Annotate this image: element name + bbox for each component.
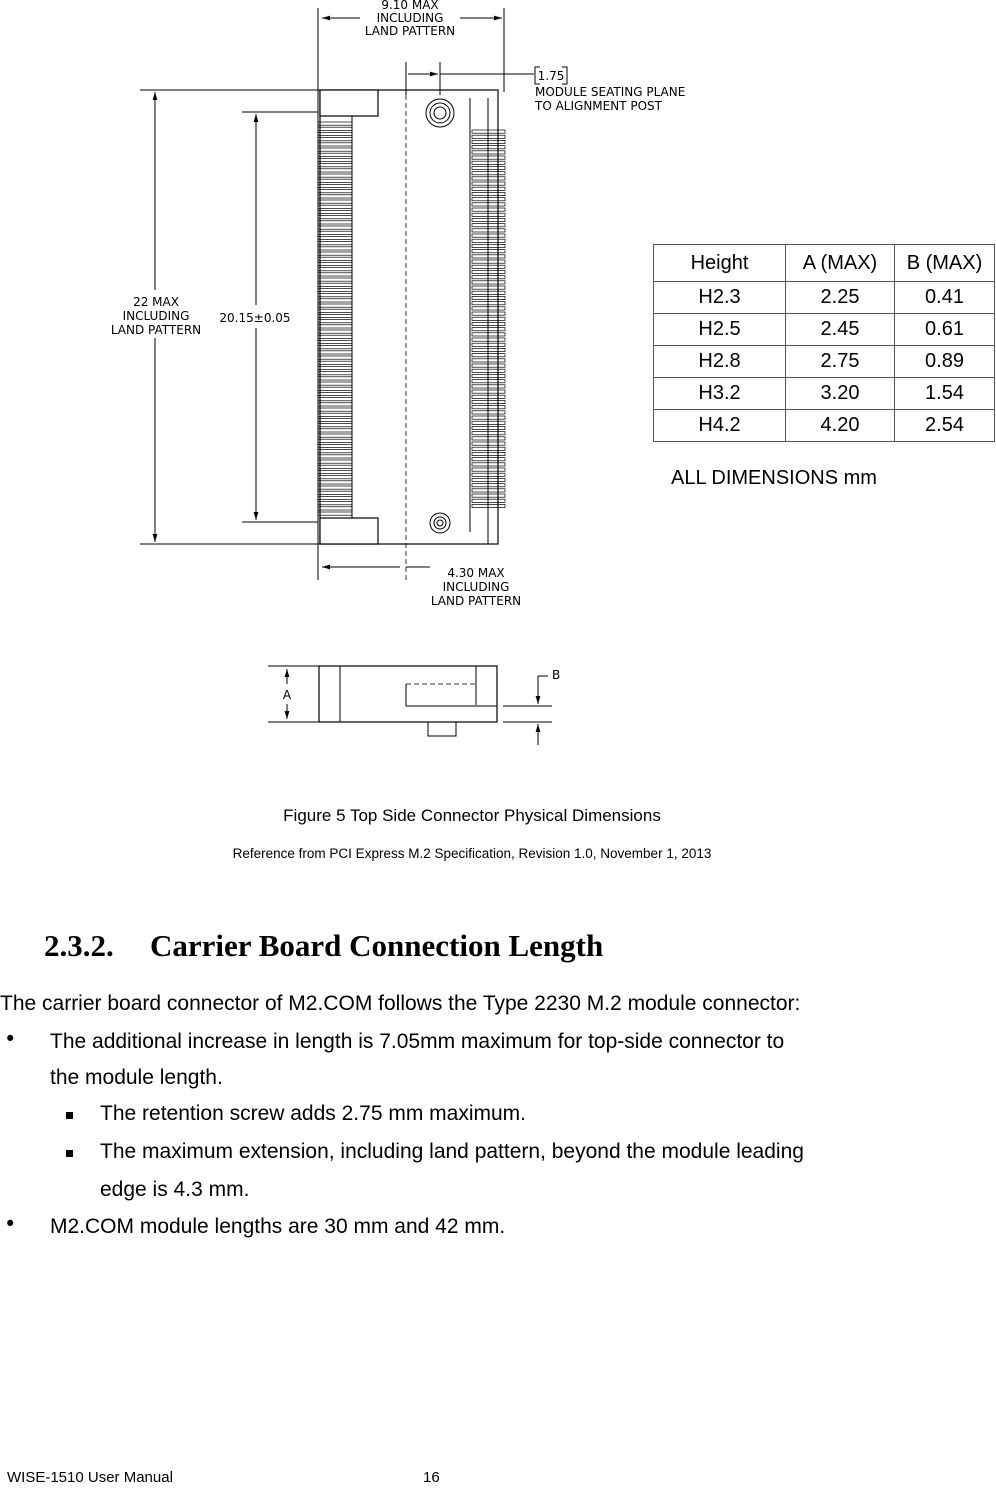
connector-pin (318, 252, 352, 255)
table-row (654, 314, 995, 346)
connector-pin (318, 429, 352, 432)
connector-pin (318, 418, 352, 421)
dim-bottom-sub1: INCLUDING (442, 580, 510, 594)
connector-pin (318, 210, 352, 213)
connector-pin (318, 195, 352, 198)
bullet-marker: • (4, 1027, 17, 1051)
table-cell: 2.25 (786, 282, 895, 314)
connector-pin (318, 465, 352, 468)
connector-pin (318, 507, 352, 510)
connector-pin (318, 278, 352, 281)
connector-pin (318, 127, 352, 130)
connector-pin (318, 491, 352, 494)
table-cell: 0.89 (895, 346, 995, 378)
connector-pin (318, 200, 352, 203)
bullet2: M2.COM module lengths are 30 mm and 42 mm. (50, 1215, 506, 1238)
dim-pitch: 20.15±0.05 (219, 311, 291, 325)
connector-pin (318, 304, 352, 307)
table-row (654, 346, 995, 378)
connector-pin (318, 444, 352, 447)
connector-pin (318, 143, 352, 146)
table-cell: H2.8 (654, 346, 786, 378)
dim-height-sub1: INCLUDING (122, 309, 190, 323)
connector-pin (318, 340, 352, 343)
connector-pin (318, 283, 352, 286)
dim-width-sub1: INCLUDING (376, 11, 444, 25)
connector-pin (318, 356, 352, 359)
connector-pin (318, 132, 352, 135)
connector-pin (318, 455, 352, 458)
connector-pin (318, 450, 352, 453)
connector-pin (318, 377, 352, 380)
connector-pin (318, 439, 352, 442)
connector-pin (318, 372, 352, 375)
dim-seat-value: 1.75 (537, 69, 565, 83)
table-cell: 3.20 (786, 378, 895, 410)
connector-pin (318, 392, 352, 395)
connector-pin (318, 486, 352, 489)
label-a: A (282, 688, 292, 702)
connector-pin (318, 481, 352, 484)
connector-pin (318, 257, 352, 260)
connector-pin (318, 325, 352, 328)
table-header-cell: Height (654, 245, 786, 282)
table-cell: 2.54 (895, 410, 995, 442)
connector-pin (318, 268, 352, 271)
table-header-row (654, 245, 995, 282)
connector-pin (318, 382, 352, 385)
square-bullet-icon (66, 1112, 73, 1119)
table-cell: 2.75 (786, 346, 895, 378)
connector-pin (318, 424, 352, 427)
connector-pin (318, 158, 352, 161)
connector-pin (318, 434, 352, 437)
section-number: 2.3.2. (44, 928, 114, 963)
bullet-marker: • (4, 1212, 17, 1236)
table-cell: H3.2 (654, 378, 786, 410)
table-row (654, 378, 995, 410)
sub-bullet2-line2: edge is 4.3 mm. (100, 1178, 250, 1201)
dim-width-sub2: LAND PATTERN (364, 24, 456, 38)
table-cell: 2.45 (786, 314, 895, 346)
dim-bottom-sub2: LAND PATTERN (430, 594, 522, 608)
connector-pin (318, 153, 352, 156)
connector-pin (318, 320, 352, 323)
connector-pin (318, 403, 352, 406)
connector-pin (318, 169, 352, 172)
units-note: ALL DIMENSIONS mm (671, 467, 877, 489)
figure-caption: Figure 5 Top Side Connector Physical Dimensions (283, 806, 661, 825)
dim-height-max: 22 MAX (133, 295, 179, 309)
connector-pin (318, 205, 352, 208)
connector-pin (318, 408, 352, 411)
label-b: B (552, 668, 561, 682)
connector-pin (318, 226, 352, 229)
connector-pin (318, 366, 352, 369)
connector-pin (318, 138, 352, 141)
dim-seat-line2: TO ALIGNMENT POST (535, 99, 662, 113)
connector-pin (318, 496, 352, 499)
connector-pin (318, 314, 352, 317)
connector-pins-left (318, 122, 352, 515)
connector-pin (318, 236, 352, 239)
connector-pin (318, 288, 352, 291)
connector-pin (318, 174, 352, 177)
connector-pin (318, 330, 352, 333)
connector-pin (318, 398, 352, 401)
connector-pin (318, 221, 352, 224)
connector-pin (318, 387, 352, 390)
connector-pin (318, 361, 352, 364)
sub-bullet2-line1: The maximum extension, including land pattern, beyond the module leading (100, 1140, 804, 1163)
connector-pin (318, 470, 352, 473)
connector-pin (318, 413, 352, 416)
connector-pin (318, 273, 352, 276)
bullet1-line2: the module length. (50, 1066, 223, 1089)
connector-pin (318, 512, 352, 515)
connector-pin (318, 460, 352, 463)
connector-pin (318, 346, 352, 349)
sub-bullet1: The retention screw adds 2.75 mm maximum. (100, 1102, 526, 1125)
connector-pin (318, 294, 352, 297)
dim-height-sub2: LAND PATTERN (110, 323, 202, 337)
table-cell: H2.3 (654, 282, 786, 314)
dim-seat-line1: MODULE SEATING PLANE (535, 85, 686, 99)
connector-pin (318, 335, 352, 338)
connector-pin (318, 164, 352, 167)
table-header-cell: B (MAX) (895, 245, 995, 282)
table-cell: 4.20 (786, 410, 895, 442)
connector-pin (318, 179, 352, 182)
connector-pin (318, 262, 352, 265)
connector-pin (318, 351, 352, 354)
connector-pin (318, 309, 352, 312)
connector-pin (318, 242, 352, 245)
dimension-table (653, 244, 995, 442)
section-title: Carrier Board Connection Length (150, 928, 604, 963)
dim-width-max: 9.10 MAX (381, 0, 439, 12)
table-cell: 0.41 (895, 282, 995, 314)
connector-pin (318, 216, 352, 219)
connector-pin (318, 190, 352, 193)
connector-pin (318, 476, 352, 479)
table-row (654, 410, 995, 442)
connector-pin (318, 502, 352, 505)
connector-pin (318, 247, 352, 250)
table-cell: 0.61 (895, 314, 995, 346)
table-cell: H2.5 (654, 314, 786, 346)
connector-pin (318, 122, 352, 125)
connector-pin (318, 299, 352, 302)
table-cell: H4.2 (654, 410, 786, 442)
dim-bottom-max: 4.30 MAX (447, 566, 505, 580)
connector-pin (318, 148, 352, 151)
table-header-cell: A (MAX) (786, 245, 895, 282)
connector-pin (318, 184, 352, 187)
table-row (654, 282, 995, 314)
section-intro: The carrier board connector of M2.COM follows the Type 2230 M.2 module connector: (0, 992, 801, 1015)
table-cell: 1.54 (895, 378, 995, 410)
square-bullet-icon (66, 1150, 73, 1157)
bullet1-line1: The additional increase in length is 7.05mm maximum for top-side connector to (50, 1030, 785, 1053)
section-heading (44, 928, 603, 964)
footer-manual-title: WISE-1510 User Manual (7, 1469, 173, 1486)
figure-reference: Reference from PCI Express M.2 Specification, Revision 1.0, November 1, 2013 (232, 846, 712, 861)
connector-pin (318, 231, 352, 234)
footer-page-number: 16 (423, 1469, 440, 1486)
